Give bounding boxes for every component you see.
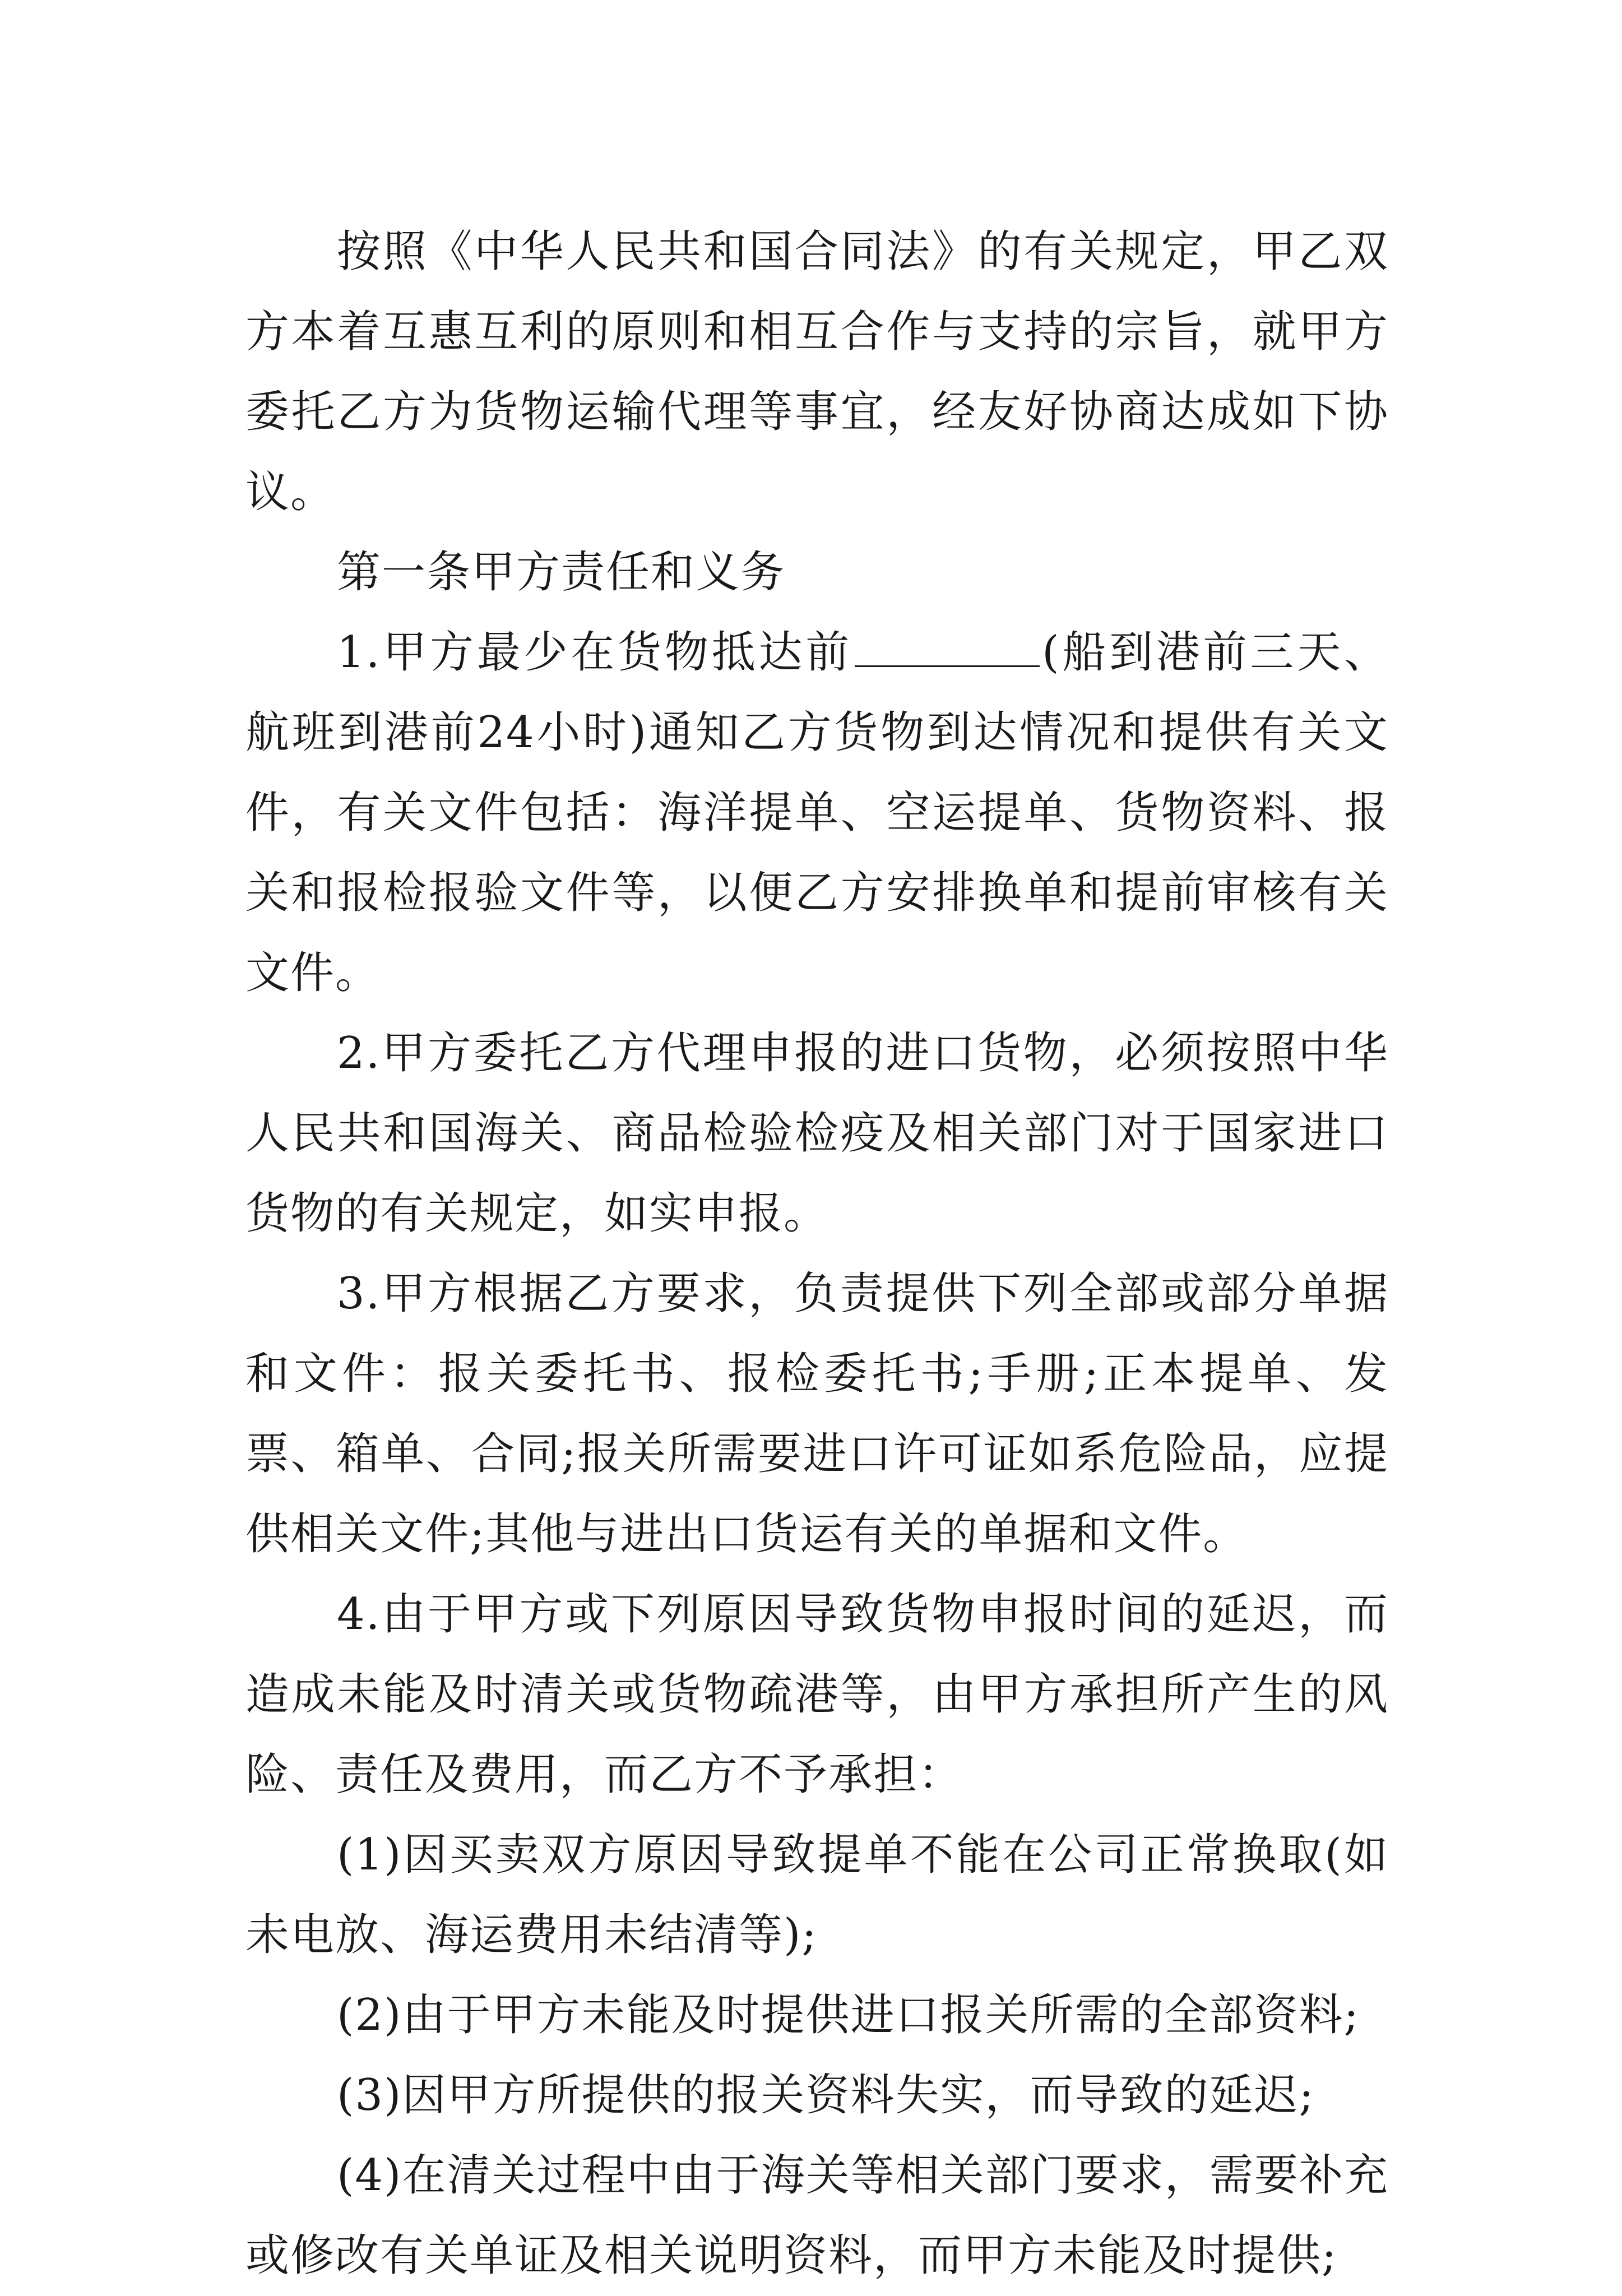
clause-1-paragraph bbox=[245, 613, 1389, 1013]
clause-4-item-4: (4)在清关过程中由于海关等相关部门要求，需要补充或修改有关单证及相关说明资料，而甲方未能及时提供; bbox=[245, 2150, 1389, 2281]
clause-4-item-3: (3)因甲方所提供的报关资料失实，而导致的延迟; bbox=[337, 2070, 1315, 2121]
clause-4-item-1: (1)因买卖双方原因导致提单不能在公司正常换取(如未电放、海运费用未结清等); bbox=[245, 1830, 1389, 1960]
fill-in-blank-line bbox=[855, 632, 1040, 667]
clause-3-paragraph: 3.甲方根据乙方要求，负责提供下列全部或部分单据和文件：报关委托书、报检委托书;手册;正本提单、发票、箱单、合同;报关所需要进口许可证如系危险品，应提供相关文件;其他与进出口货运有关的单据和文件。 bbox=[245, 1269, 1389, 1559]
document-body bbox=[245, 212, 1389, 2296]
intro-paragraph: 按照《中华人民共和国合同法》的有关规定，甲乙双方本着互惠互利的原则和相互合作与支持的宗旨，就甲方委托乙方为货物运输代理等事宜，经友好协商达成如下协议。 bbox=[245, 226, 1389, 517]
clause-4-item-2: (2)由于甲方未能及时提供进口报关所需的全部资料; bbox=[337, 1990, 1360, 2040]
clause-4-paragraph: 4.由于甲方或下列原因导致货物申报时间的延迟，而造成未能及时清关或货物疏港等，由甲方承担所产生的风险、责任及费用，而乙方不予承担： bbox=[245, 1589, 1389, 1800]
clause-1-text-after-blank: (船到港前三天、航班到港前24小时)通知乙方货物到达情况和提供有关文件，有关文件包括：海洋提单、空运提单、货物资料、报关和报检报验文件等，以便乙方安排换单和提前审核有关文件。 bbox=[245, 627, 1389, 998]
clause-1-text-before-blank: 1.甲方最少在货物抵达前 bbox=[337, 627, 853, 678]
clause-2-paragraph: 2.甲方委托乙方代理申报的进口货物，必须按照中华人民共和国海关、商品检验检疫及相关部门对于国家进口货物的有关规定，如实申报。 bbox=[245, 1028, 1389, 1239]
article-1-heading: 第一条甲方责任和义务 bbox=[337, 547, 786, 598]
